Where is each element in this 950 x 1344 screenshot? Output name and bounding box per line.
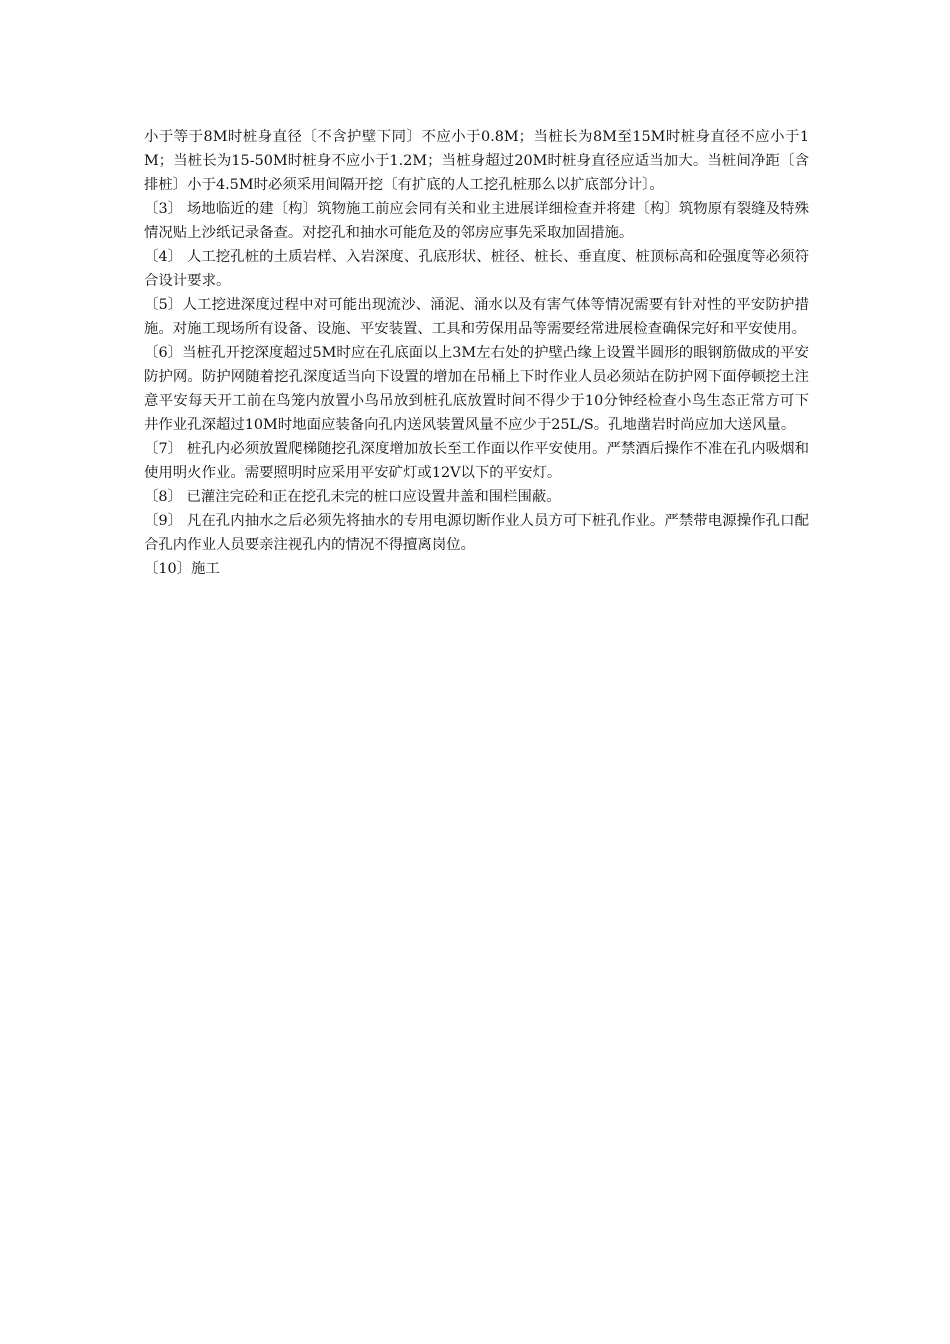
paragraph-item-7: 〔7〕 桩孔内必须放置爬梯随挖孔深度增加放长至工作面以作平安使用。严禁酒后操作不准在孔内吸烟和使用明火作业。需要照明时应采用平安矿灯或12V以下的平安灯。 <box>144 441 809 481</box>
document-body <box>144 125 809 581</box>
paragraph-item-6: 〔6〕当桩孔开挖深度超过5M时应在孔底面以上3M左右处的护壁凸缘上设置半圆形的眼钢筋做成的平安防护网。防护网随着挖孔深度适当向下设置的增加在吊桶上下时作业人员必须站在防护网下面停顿挖土注意平安每天开工前在鸟笼内放置小鸟吊放到桩孔底放置时间不得少于10分钟经检查小鸟生态正常方可下井作业孔深超过10M时地面应装备向孔内送风装置风量不应少于25L/S。孔地凿岩时尚应加大送风量。 <box>144 345 809 433</box>
paragraph-item-5: 〔5〕人工挖进深度过程中对可能出现流沙、涌泥、涌水以及有害气体等情况需要有针对性的平安防护措施。对施工现场所有设备、设施、平安装置、工具和劳保用品等需要经常进展检查确保完好和平安使用。 <box>144 297 809 337</box>
paragraph-pile-diameter: 小于等于8M时桩身直径〔不含护壁下同〕不应小于0.8M；当桩长为8M至15M时桩身直径不应小于1M；当桩长为15-50M时桩身不应小于1.2M；当桩身超过20M时桩身直径应适当加大。当桩间净距〔含排桩〕小于4.5M时必须采用间隔开挖〔有扩底的人工挖孔桩那么以扩底部分计〕。 <box>144 129 809 193</box>
paragraph-item-8: 〔8〕 已灌注完砼和正在挖孔未完的桩口应设置井盖和围栏围蔽。 <box>144 489 561 505</box>
paragraph-item-10: 〔10〕施工 <box>144 561 220 577</box>
paragraph-item-4: 〔4〕 人工挖孔桩的土质岩样、入岩深度、孔底形状、桩径、桩长、垂直度、桩顶标高和砼强度等必须符合设计要求。 <box>144 249 809 289</box>
paragraph-item-3: 〔3〕 场地临近的建〔构〕筑物施工前应会同有关和业主进展详细检查并将建〔构〕筑物原有裂缝及特殊情况贴上沙纸记录备查。对挖孔和抽水可能危及的邻房应事先采取加固措施。 <box>144 201 809 241</box>
paragraph-item-9: 〔9〕 凡在孔内抽水之后必须先将抽水的专用电源切断作业人员方可下桩孔作业。严禁带电源操作孔口配合孔内作业人员要亲注视孔内的情况不得擅离岗位。 <box>144 513 809 553</box>
